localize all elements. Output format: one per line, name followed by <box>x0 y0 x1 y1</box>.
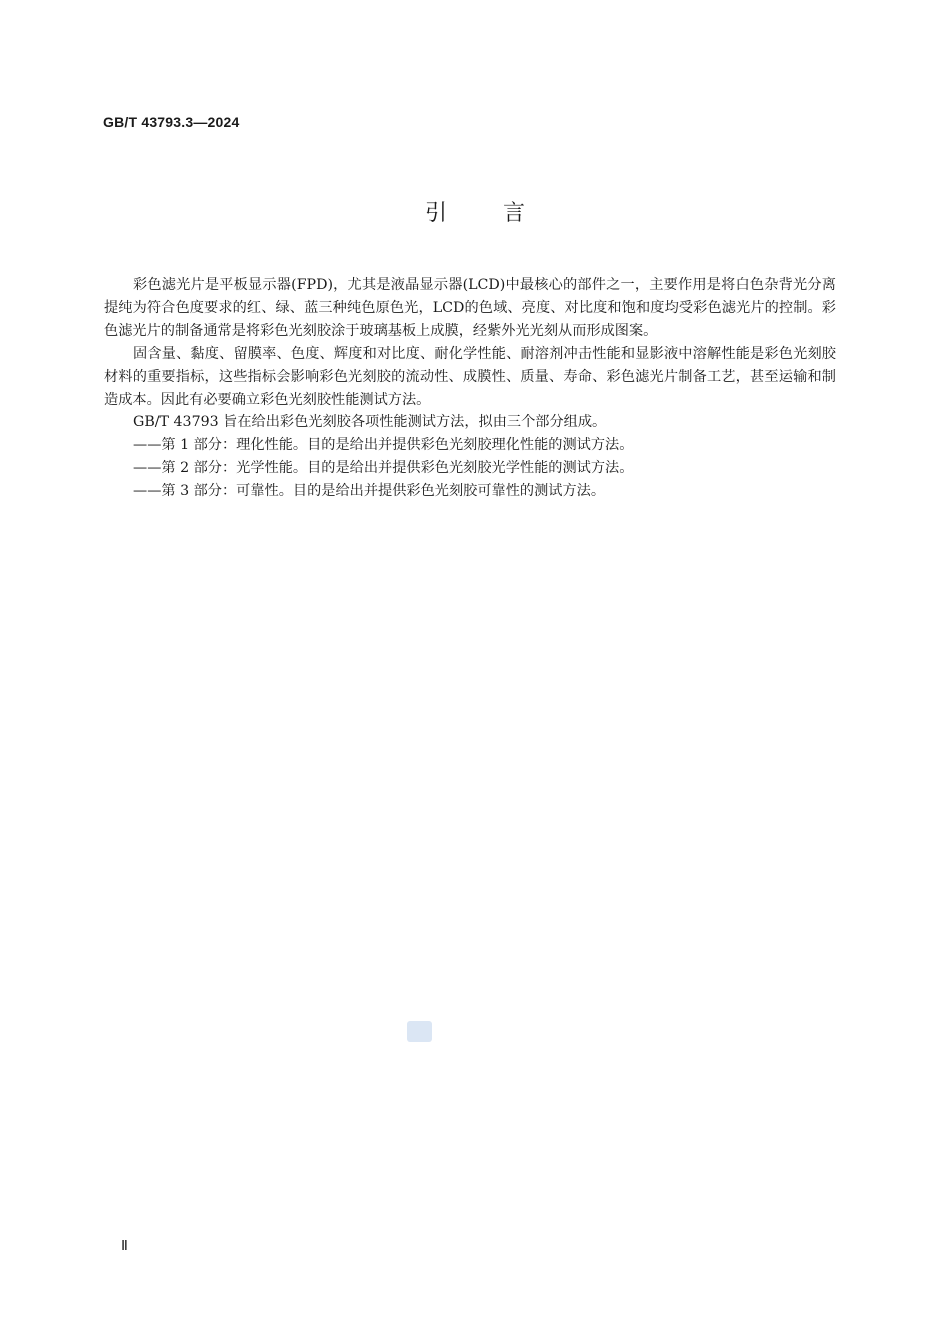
standard-code: GB/T 43793.3—2024 <box>103 114 240 130</box>
section-title: 引言 <box>424 201 581 226</box>
list-item-part-2: ——第 2 部分：光学性能。目的是给出并提供彩色光刻胶光学性能的测试方法。 <box>133 460 634 477</box>
paragraph-standard-structure: GB/T 43793 旨在给出彩色光刻胶各项性能测试方法，拟由三个部分组成。 <box>133 414 607 431</box>
page-number: Ⅱ <box>121 1239 128 1254</box>
paragraph-key-indicators: 固含量、黏度、留膜率、色度、辉度和对比度、耐化学性能、耐溶剂冲击性能和显影液中溶解性能是彩色光刻胶材料的重要指标，这些指标会影响彩色光刻胶的流动性、成膜性、质量、寿命、彩色滤光片制备工艺，甚至运输和制造成本。因此有必要确立彩色光刻胶性能测试方法。 <box>104 345 836 408</box>
list-item-part-3: ——第 3 部分：可靠性。目的是给出并提供彩色光刻胶可靠性的测试方法。 <box>133 483 606 500</box>
introduction-body <box>104 274 836 503</box>
list-item-part-1: ——第 1 部分：理化性能。目的是给出并提供彩色光刻胶理化性能的测试方法。 <box>133 437 634 454</box>
sac-watermark-logo <box>407 1021 432 1042</box>
paragraph-color-filter: 彩色滤光片是平板显示器(FPD)，尤其是液晶显示器(LCD)中最核心的部件之一，主要作用是将白色杂背光分离提纯为符合色度要求的红、绿、蓝三种纯色原色光，LCD的色域、亮度、对比度和饱和度均受彩色滤光片的控制。彩色滤光片的制备通常是将彩色光刻胶涂于玻璃基板上成膜，经紫外光光刻从而形成图案。 <box>104 277 836 339</box>
